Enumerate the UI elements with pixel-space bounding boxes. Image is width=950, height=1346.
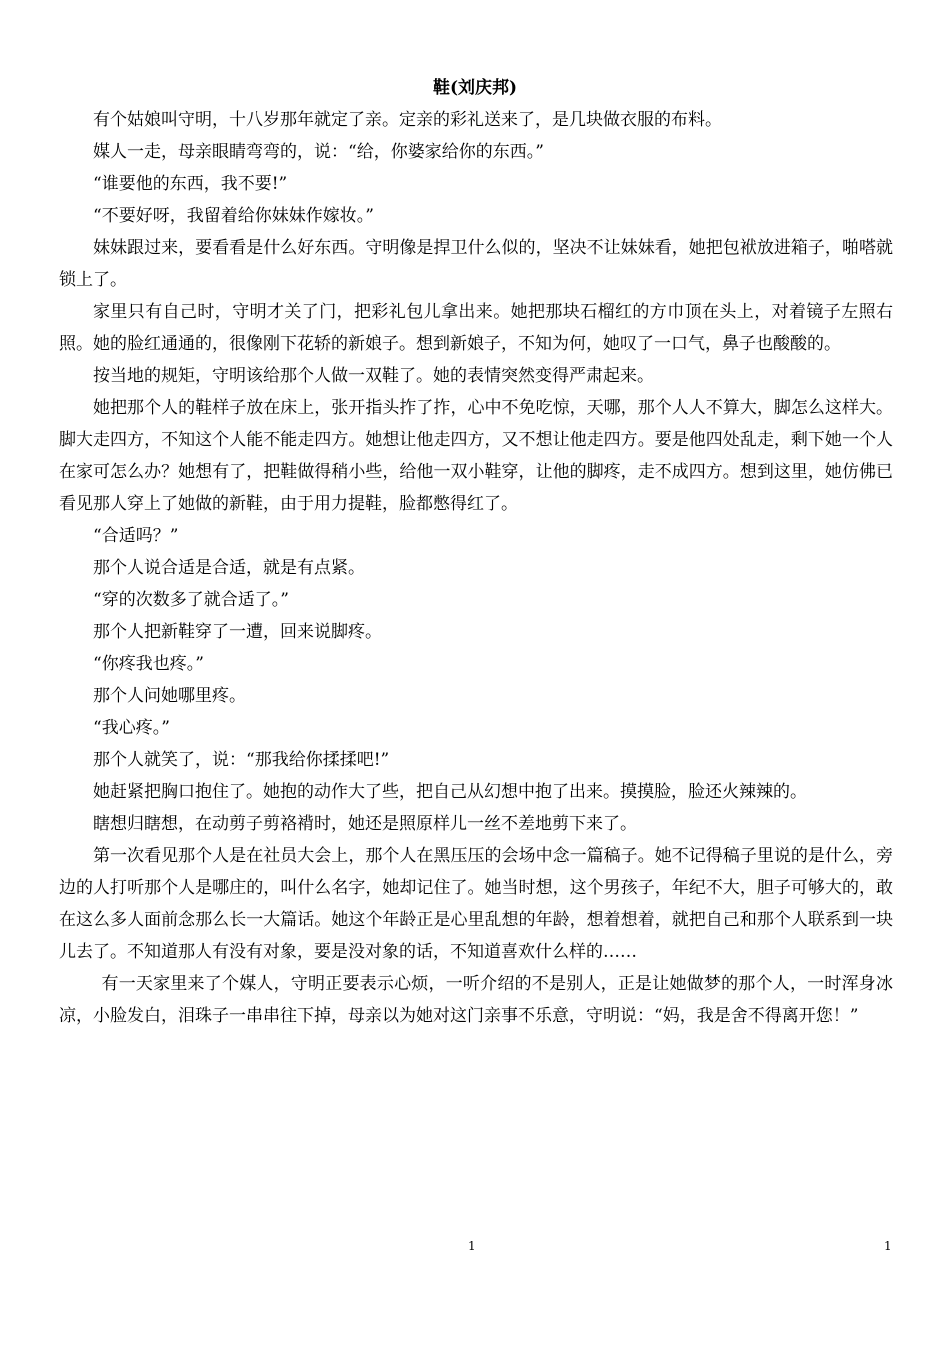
paragraph: 有个姑娘叫守明，十八岁那年就定了亲。定亲的彩礼送来了，是几块做衣服的布料。	[93, 110, 722, 130]
paragraph: 那个人问她哪里疼。	[93, 686, 246, 706]
paragraph: 家里只有自己时，守明才关了门，把彩礼包儿拿出来。她把那块石榴红的方巾顶在头上，对着镜子左照右照。她的脸红通通的，很像刚下花轿的新娘子。想到新娘子，不知为何，她叹了一口气，鼻子也酸酸的。	[59, 302, 893, 354]
paragraph: 她把那个人的鞋样子放在床上，张开指头拃了拃，心中不免吃惊，天哪，那个人人不算大，脚怎么这样大。脚大走四方，不知这个人能不能走四方。她想让他走四方，又不想让他走四方。要是他四处乱走，剩下她一个人在家可怎么办？她想有了，把鞋做得稍小些，给他一双小鞋穿，让他的脚疼，走不成四方。想到这里，她仿佛已看见那人穿上了她做的新鞋，由于用力提鞋，脸都憋得红了。	[59, 398, 893, 514]
document-body	[59, 104, 893, 1032]
paragraph: “穿的次数多了就合适了。”	[93, 590, 289, 610]
paragraph: 妹妹跟过来，要看看是什么好东西。守明像是捍卫什么似的，坚决不让妹妹看，她把包袱放进箱子，啪嗒就锁上了。	[59, 238, 893, 290]
paragraph: 那个人说合适是合适，就是有点紧。	[93, 558, 365, 578]
paragraph: 媒人一走，母亲眼睛弯弯的，说：“给，你婆家给你的东西。”	[93, 142, 544, 162]
paragraph: “谁要他的东西，我不要!”	[93, 174, 288, 194]
paragraph: 瞎想归瞎想，在动剪子剪袼褙时，她还是照原样儿一丝不差地剪下来了。	[93, 814, 637, 834]
paragraph: 那个人把新鞋穿了一遭，回来说脚疼。	[93, 622, 382, 642]
paragraph: “不要好呀，我留着给你妹妹作嫁妆。”	[93, 206, 374, 226]
paragraph: 按当地的规矩，守明该给那个人做一双鞋了。她的表情突然变得严肃起来。	[93, 366, 654, 386]
paragraph: 第一次看见那个人是在社员大会上，那个人在黑压压的会场中念一篇稿子。她不记得稿子里说的是什么，旁边的人打听那个人是哪庄的，叫什么名字，她却记住了。她当时想，这个男孩子，年纪不大，胆子可够大的，敢在这么多人面前念那么长一大篇话。她这个年龄正是心里乱想的年龄，想着想着，就把自己和那个人联系到一块儿去了。不知道那人有没有对象，要是没对象的话，不知道喜欢什么样的……	[59, 846, 893, 962]
page-number-right: 1	[884, 1239, 892, 1253]
paragraph: 有一天家里来了个媒人，守明正要表示心烦，一听介绍的不是别人，正是让她做梦的那个人，一时浑身冰凉，小脸发白，泪珠子一串串往下掉，母亲以为她对这门亲事不乐意，守明说：“妈，我是舍不得离开您！”	[59, 974, 893, 1026]
paragraph: 那个人就笑了，说：“那我给你揉揉吧!”	[93, 750, 390, 770]
page-number: 1	[468, 1239, 476, 1253]
document-title: 鞋(刘庆邦)	[432, 78, 518, 98]
paragraph: “合适吗？”	[93, 526, 179, 546]
paragraph: 她赶紧把胸口抱住了。她抱的动作大了些，把自己从幻想中抱了出来。摸摸脸，脸还火辣辣的。	[93, 782, 807, 802]
paragraph: “你疼我也疼。”	[93, 654, 204, 674]
paragraph: “我心疼。”	[93, 718, 170, 738]
